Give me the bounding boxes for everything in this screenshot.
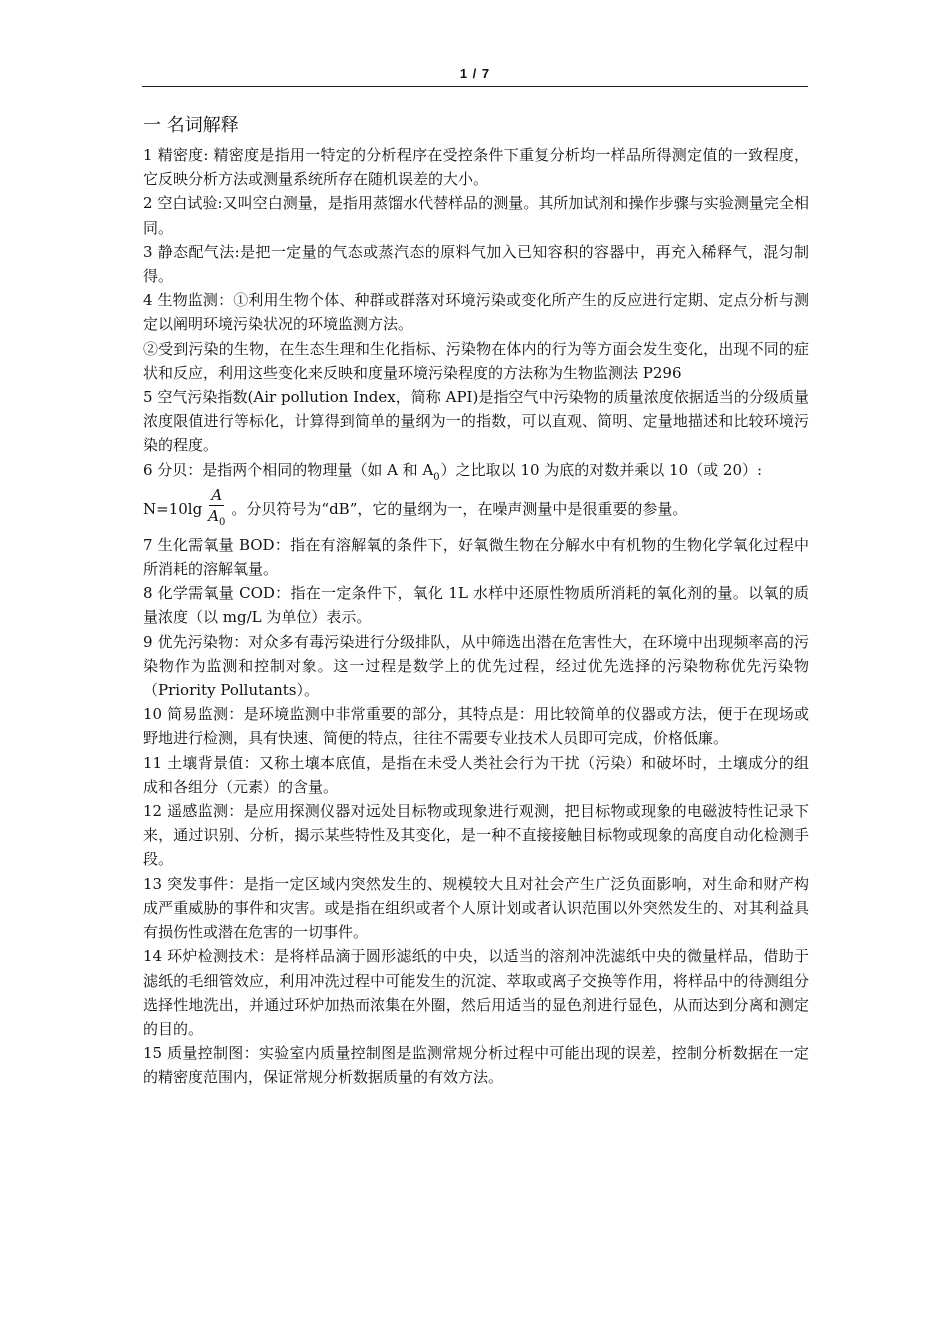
definition-item: 7 生化需氧量 BOD：指在有溶解氧的条件下，好氧微生物在分解水中有机物的生物化学氧化过程中所消耗的溶解氧量。: [143, 535, 809, 579]
definition-item: 3 静态配气法:是把一定量的气态或蒸汽态的原料气加入已知容积的容器中，再充入稀释气，混匀制得。: [143, 242, 809, 286]
formula-prefix: N=10lg: [143, 499, 203, 518]
denominator-subscript: 0: [219, 516, 226, 528]
definition-item: 9 优先污染物：对众多有毒污染进行分级排队，从中筛选出潜在危害性大，在环境中出现频率高的污染物作为监测和控制对象。这一过程是数学上的优先过程，经过优先选择的污染物称优先污染物（Priority Pollutants）。: [143, 632, 809, 700]
definition-item: 15 质量控制图：实验室内质量控制图是监测常规分析过程中可能出现的误差，控制分析数据在一定的精密度范围内，保证常规分析数据质量的有效方法。: [143, 1044, 809, 1087]
definition-item: 10 简易监测：是环境监测中非常重要的部分，其特点是：用比较简单的仪器或方法，便于在现场或野地进行检测，具有快速、简便的特点，往往不需要专业技术人员即可完成，价格低廉。: [143, 705, 809, 748]
denominator-symbol: A: [208, 506, 220, 525]
page-number: 1 / 7: [459, 66, 491, 81]
formula-fraction: [206, 485, 227, 533]
item6-text-start: 6 分贝：是指两个相同的物理量（如 A 和 A: [143, 460, 434, 479]
formula-suffix: 。分贝符号为“dB”，它的量纲为一，在噪声测量中是很重要的参量。: [231, 499, 688, 518]
item6-subscript: 0: [433, 471, 440, 483]
definition-item: 4 生物监测：①利用生物个体、种群或群落对环境污染或变化所产生的反应进行定期、定点分析与测定以阐明环境污染状况的环境监测方法。: [143, 291, 809, 334]
document-body: [143, 143, 809, 1090]
definition-item: 8 化学需氧量 COD：指在一定条件下，氧化 1L 水样中还原性物质所消耗的氧化剂的量。以氧的质量浓度（以 mg/L 为单位）表示。: [143, 584, 809, 627]
definition-item: 13 突发事件：是指一定区域内突然发生的、规模较大且对社会产生广泛负面影响，对生命和财产构成严重威胁的事件和灾害。或是指在组织或者个人原计划或者认识范围以外突然发生的、对其利益具有损伤性或潜在危害的一切事件。: [143, 874, 809, 942]
definition-item: ②受到污染的生物，在生态生理和生化指标、污染物在体内的行为等方面会发生变化，出现不同的症状和反应，利用这些变化来反映和度量环境污染程度的方法称为生物监测法 P296: [143, 339, 809, 382]
definition-item: 1 精密度: 精密度是指用一特定的分析程序在受控条件下重复分析均一样品所得测定值的一致程度，它反映分析方法或测量系统所存在随机误差的大小。: [143, 146, 809, 189]
definition-item: 12 遥感监测：是应用探测仪器对远处目标物或现象进行观测，把目标物或现象的电磁波特性记录下来，通过识别、分析，揭示某些特性及其变化，是一种不直接接触目标物或现象的高度自动化检测手段。: [143, 802, 809, 869]
definition-item: 2 空白试验:又叫空白测量，是指用蒸馏水代替样品的测量。其所加试剂和操作步骤与实验测量完全相同。: [143, 194, 809, 237]
decibel-formula-line: [143, 485, 809, 533]
section-title: 一 名词解释: [143, 115, 239, 136]
header-divider: [142, 86, 808, 87]
fraction-numerator: A: [211, 485, 223, 504]
definition-item-6: [143, 458, 809, 485]
definition-item: 11 土壤背景值：又称土壤本底值，是指在未受人类社会行为干扰（污染）和破坏时，土壤成分的组成和各组分（元素）的含量。: [143, 753, 809, 796]
definition-item: 14 环炉检测技术：是将样品滴于圆形滤纸的中央，以适当的溶剂冲洗滤纸中央的微量样品，借助于滤纸的毛细管效应，利用冲洗过程中可能发生的沉淀、萃取或离子交换等作用，将样品中的待测组分选择性地洗出，并通过环炉加热而浓集在外圈，然后用适当的显色剂进行显色，从而达到分离和测定的目的。: [143, 947, 809, 1038]
fraction-denominator: [206, 506, 227, 533]
definition-item: 5 空气污染指数(Air pollution Index，简称 API)是指空气中污染物的质量浓度依据适当的分级质量浓度限值进行等标化，计算得到简单的量纲为一的指数，可以直观、简明、定量地描述和比较环境污染的程度。: [143, 388, 809, 455]
item6-text-end: ）之比取以 10 为底的对数并乘以 10（或 20）:: [440, 460, 763, 479]
